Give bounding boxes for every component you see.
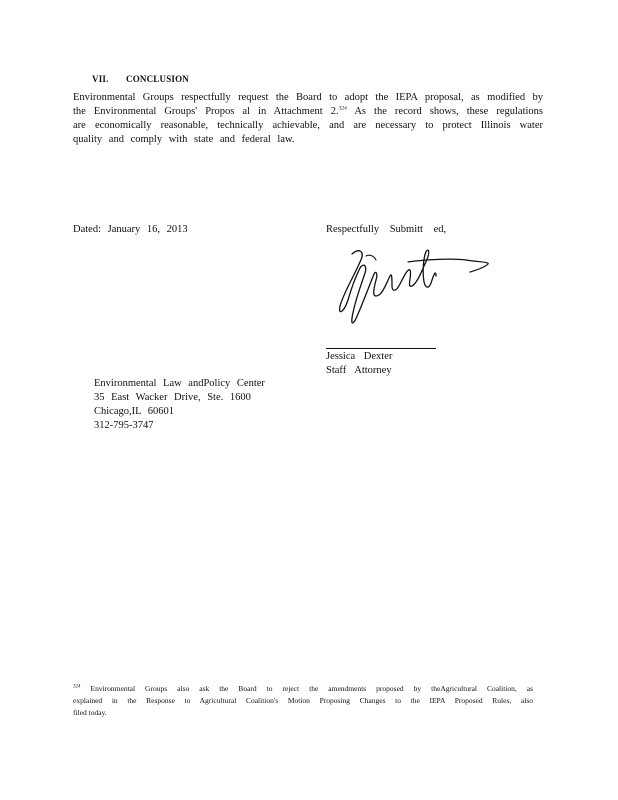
body-line-4: quality and comply with state and federal law. [73, 134, 295, 145]
address-street: 35 East Wacker Drive, Ste. 1600 [94, 392, 251, 403]
handwritten-signature [330, 240, 500, 332]
footnote-line-3: filed today. [73, 708, 107, 717]
footnote-line-2: explained in the Response to Agricultural Coalition's Motion Proposing Changes to the IEPA Proposed Rules, also [73, 696, 533, 705]
body-line-1: Environmental Groups respectfully request the Board to adopt the IEPA proposal, as modified by [73, 92, 543, 103]
closing-text: Respectfully Submitt ed, [326, 224, 447, 235]
footnote-mark: 324 [73, 684, 81, 690]
section-heading [92, 74, 189, 84]
address-organization: Environmental Law andPolicy Center [94, 378, 265, 389]
body-line-3: are economically reasonable, technically achievable, and are necessary to protect Illinois water [73, 120, 543, 131]
body-line-2-rest: As the record shows, these regulations [346, 106, 543, 117]
section-title: CONCLUSION [126, 74, 190, 84]
body-line-2 [73, 106, 543, 117]
body-line-2-text: the Environmental Groups' Propos al in Attachment 2. [73, 106, 339, 117]
date-line: Dated: January 16, 2013 [73, 224, 188, 235]
footnote-reference: 324 [338, 105, 347, 112]
signature-line [326, 348, 436, 349]
address-city: Chicago,IL 60601 [94, 406, 175, 417]
footnote-line-1 [73, 684, 533, 693]
signer-title: Staff Attorney [326, 365, 392, 376]
address-phone: 312-795-3747 [94, 420, 154, 431]
section-number: VII. [92, 74, 109, 84]
footnote-line-1-text: Environmental Groups also ask the Board to reject the amendments proposed by theAgricultural Coalition, as [90, 684, 533, 693]
signer-name: Jessica Dexter [326, 351, 393, 362]
